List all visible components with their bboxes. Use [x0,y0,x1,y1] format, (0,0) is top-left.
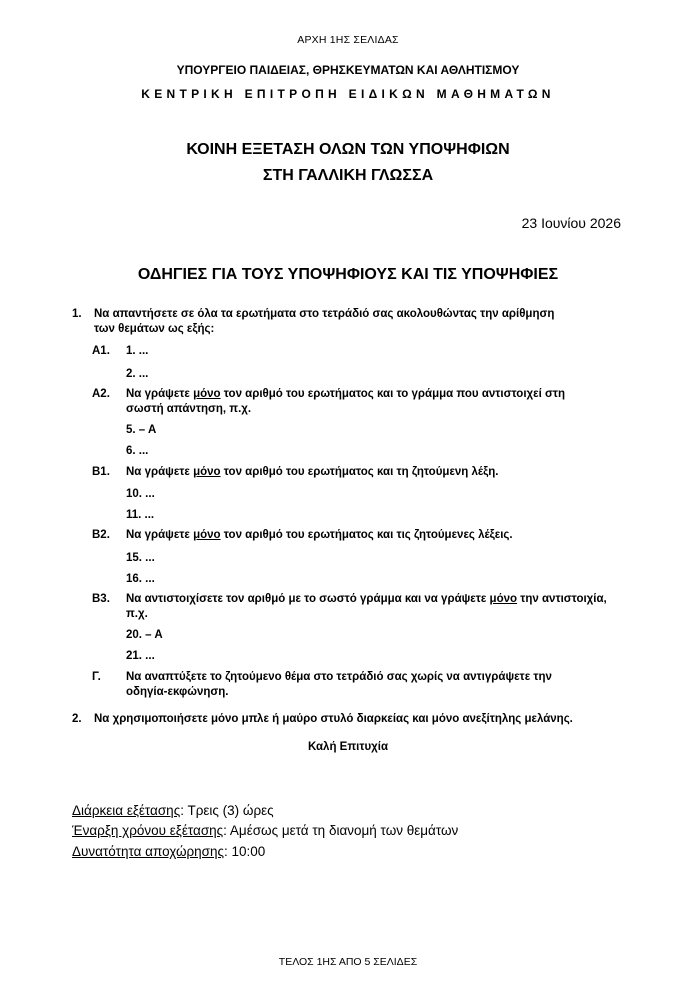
g-label: Γ. [92,671,101,683]
committee-name: ΚΕΝΤΡΙΚΗ ΕΠΙΤΡΟΠΗ ΕΙΔΙΚΩΝ ΜΑΘΗΜΑΤΩΝ [141,87,555,101]
b3-sub1: 20. – Α [126,629,163,641]
exam-title-line2: ΣΤΗ ΓΑΛΛΙΚΗ ΓΛΩΣΣΑ [262,167,434,184]
a2-sub1: 5. – Α [126,424,157,436]
b3-text-line2: π.χ. [126,608,148,620]
b2-text: Να γράψετε μόνο τον αριθμό του ερωτήματος και τις ζητούμενες λέξεις. [126,529,513,541]
g-text-line1: Να αναπτύξετε το ζητούμενο θέμα στο τετράδιό σας χωρίς να αντιγράψετε την [126,671,552,683]
b2-sub2: 16. ... [126,573,155,585]
item1-text-line1: Να απαντήσετε σε όλα τα ερωτήματα στο τετράδιό σας ακολουθώντας την αρίθμηση [94,308,555,320]
a1-sub2: 2. ... [126,368,149,380]
duration-value: : Τρεις (3) ώρες [180,803,274,818]
b1-text: Να γράψετε μόνο τον αριθμό του ερωτήματος και τη ζητούμενη λέξη. [126,466,499,478]
leave-info [72,844,265,859]
item2-text: Να χρησιμοποιήσετε μόνο μπλε ή μαύρο στυλό διαρκείας και μόνο ανεξίτηλης μελάνης. [94,713,573,725]
page-start-note: ΑΡΧΗ 1ΗΣ ΣΕΛΙΔΑΣ [297,34,399,46]
duration-label: Διάρκεια εξέτασης [72,803,181,818]
item2-number: 2. [72,713,82,725]
start-info [72,823,458,838]
b2-emphasis: μόνο [193,529,221,541]
b3-text-line1: Να αντιστοιχίσετε τον αριθμό με το σωστό γράμμα και να γράψετε μόνο την αντιστοιχία, [126,593,607,605]
start-value: : Αμέσως μετά τη διανομή των θεμάτων [223,823,459,838]
a2-text-line1: Να γράψετε μόνο τον αριθμό του ερωτήματος και το γράμμα που αντιστοιχεί στη [126,388,566,400]
exam-date: 23 Ιουνίου 2026 [521,215,621,231]
a2-text-line2: σωστή απάντηση, π.χ. [126,403,252,415]
duration-info [72,803,274,818]
a2-label: Α2. [92,388,110,400]
b1-sub2: 11. ... [126,509,155,521]
start-label: Έναρξη χρόνου εξέτασης [72,823,224,838]
b3-emphasis: μόνο [489,593,518,605]
exam-title-line1: ΚΟΙΝΗ ΕΞΕΤΑΣΗ ΟΛΩΝ ΤΩΝ ΥΠΟΨΗΦΙΩΝ [186,141,510,158]
b1-sub1: 10. ... [126,488,155,500]
b3-sub2: 21. ... [126,650,155,662]
leave-value: : 10:00 [224,844,266,859]
b1-emphasis: μόνο [193,466,221,478]
leave-label: Δυνατότητα αποχώρησης [72,844,225,859]
b2-label: Β2. [92,529,110,541]
b1-label: Β1. [92,466,110,478]
g-text-line2: οδηγία-εκφώνηση. [126,686,229,698]
page-end-note: ΤΕΛΟΣ 1ΗΣ ΑΠΟ 5 ΣΕΛΙΔΕΣ [278,956,418,968]
a2-sub2: 6. ... [126,445,149,457]
item1-number: 1. [72,308,82,320]
b2-sub1: 15. ... [126,552,155,564]
good-luck: Καλή Επιτυχία [307,741,389,753]
item1-text-line2: των θεμάτων ως εξής: [94,323,215,335]
b3-label: Β3. [92,593,110,605]
a1-sub1: 1. ... [126,345,149,357]
a1-label: Α1. [92,345,110,357]
a2-emphasis: μόνο [193,388,221,400]
instructions-title: ΟΔΗΓΙΕΣ ΓΙΑ ΤΟΥΣ ΥΠΟΨΗΦΙΟΥΣ ΚΑΙ ΤΙΣ ΥΠΟΨΗΦΙΕΣ [137,266,559,283]
ministry-name: ΥΠΟΥΡΓΕΙΟ ΠΑΙΔΕΙΑΣ, ΘΡΗΣΚΕΥΜΑΤΩΝ ΚΑΙ ΑΘΛΗΤΙΣΜΟΥ [176,63,520,77]
